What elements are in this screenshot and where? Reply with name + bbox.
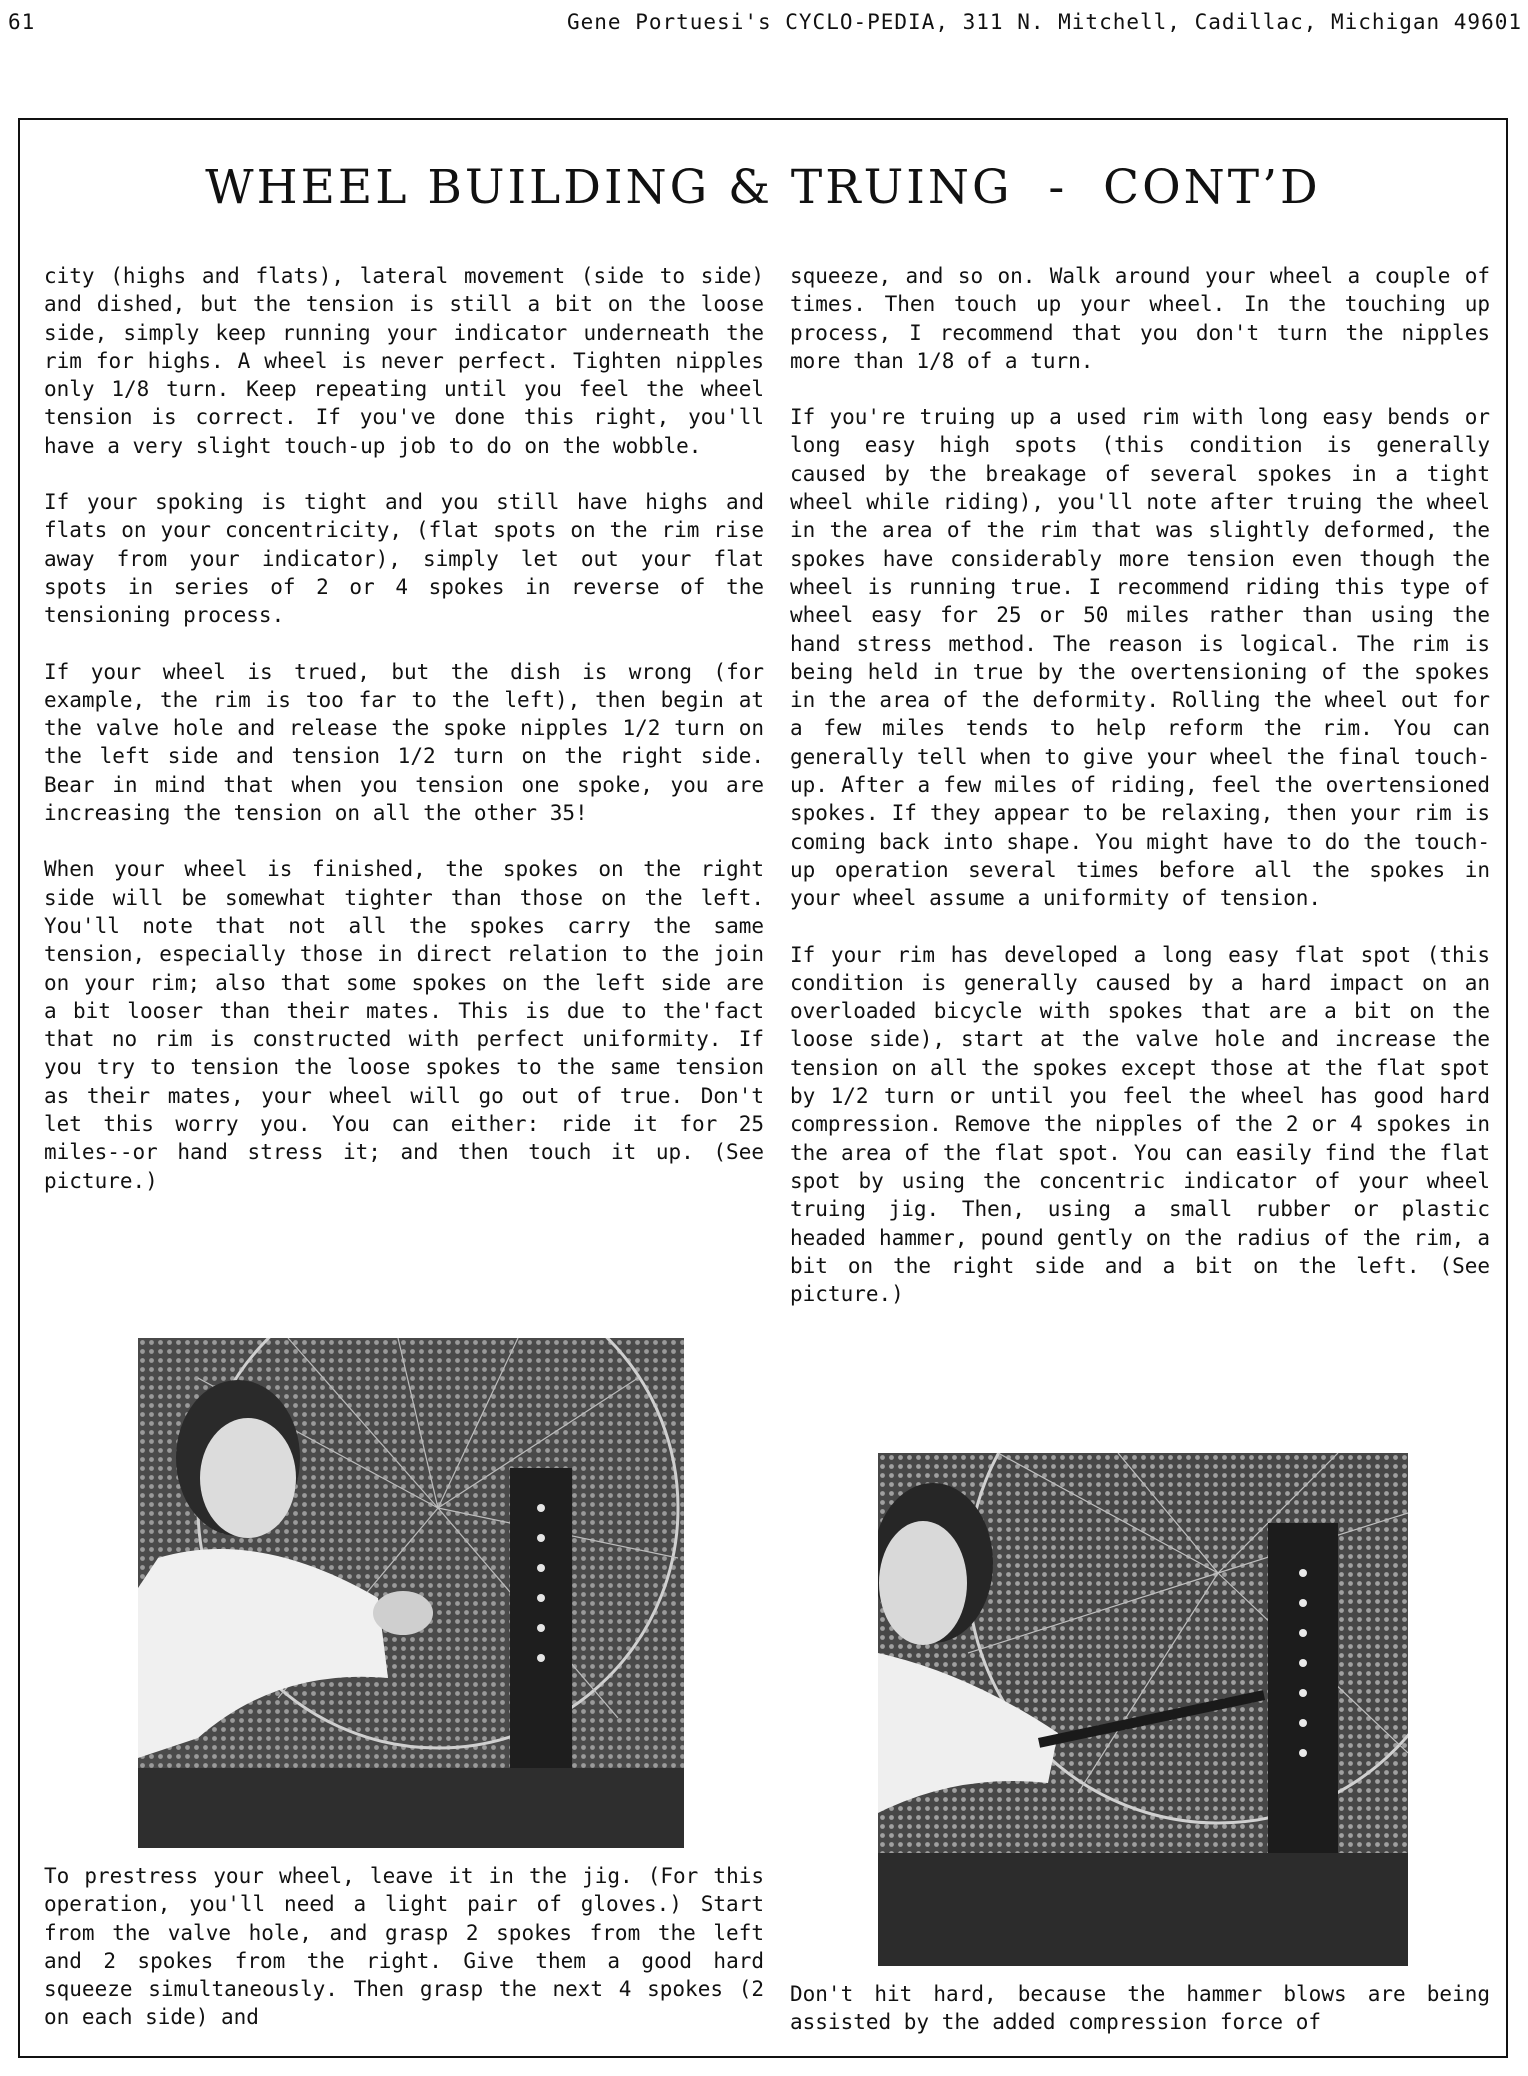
- paragraph: Don't hit hard, because the hammer blows are being assisted by the added compression force of: [790, 1982, 1490, 2035]
- photo-hammering-flat-spot: [878, 1453, 1408, 1966]
- page-number: 61: [8, 10, 36, 34]
- left-column-continued: [44, 1862, 764, 2060]
- photo-prestressing-wheel: [138, 1338, 684, 1848]
- left-column: [44, 262, 764, 1223]
- paragraph: If your rim has developed a long easy flat spot (this condition is generally caused by a hard impact on an overloaded bicycle with spokes that are a bit on the loose side), start at the valve hole and increase the tension on all the spokes except those at the flat spot by 1/2 turn or until you feel the wheel has good hard compression. Remove the nipples of the 2 or 4 spokes in the area of the flat spot. You can easily find the flat spot by using the concentric indicator of your wheel truing jig. Then, using a small rubber or plastic headed hammer, pound gently on the radius of the rim, a bit on the right side and a bit on the left. (See picture.): [790, 942, 1490, 1307]
- paragraph: If your wheel is trued, but the dish is wrong (for example, the rim is too far to the left), then begin at the valve hole and release the spoke nipples 1/2 turn on the left side and tension 1/2 turn on the right side. Bear in mind that when you tension one spoke, you are increasing the tension on all the other 35!: [44, 659, 764, 826]
- paragraph: If you're truing up a used rim with long easy bends or long easy high spots (this condition is generally caused by the breakage of several spokes in a tight wheel while riding), you'll note after truing the wheel in the area of the rim that was slightly deformed, the spokes have considerably more tension even though the wheel is running true. I recommend riding this type of wheel easy for 25 or 50 miles rather than using the hand stress method. The reason is logical. The rim is being held in true by the overtensioning of the spokes in the area of the deformity. Rolling the wheel out for a few miles tends to help reform the rim. You can generally tell when to give your wheel the final touch-up. After a few miles of riding, feel the overtensioned spokes. If they appear to be relaxing, then your rim is coming back into shape. You might have to do the touch-up operation several times before all the spokes in your wheel assume a uniformity of tension.: [790, 405, 1490, 911]
- right-column-continued: [790, 1980, 1490, 2065]
- paragraph: city (highs and flats), lateral movement (side to side) and dished, but the tension is still a bit on the loose side, simply keep running your indicator underneath the rim for highs. A wheel is never perfect. Tighten nipples only 1/8 turn. Keep repeating until you feel the wheel tension is correct. If you've done this right, you'll have a very slight touch-up job to do on the wobble.: [44, 264, 764, 458]
- page-title: WHEEL BUILDING & TRUING - CONT’D: [205, 160, 1321, 215]
- paragraph: squeeze, and so on. Walk around your wheel a couple of times. Then touch up your wheel. In the touching up process, I recommend that you don't turn the nipples more than 1/8 of a turn.: [790, 264, 1490, 373]
- paragraph: When your wheel is finished, the spokes on the right side will be somewhat tighter than those on the left. You'll note that not all the spokes carry the same tension, especially those in direct relation to the join on your rim; also that some spokes on the left side are a bit looser than their mates. This is due to the'fact that no rim is constructed with perfect uniformity. If you try to tension the loose spokes to the same tension as their mates, your wheel will go out of true. Don't let this worry you. You can either: ride it for 25 miles--or hand stress it; and then touch it up. (See picture.): [44, 857, 764, 1193]
- page-frame: [18, 118, 1508, 2058]
- right-column: [790, 262, 1490, 1336]
- paragraph: To prestress your wheel, leave it in the jig. (For this operation, you'll need a light pair of gloves.) Start from the valve hole, and grasp 2 spokes from the left and 2 spokes from the right. Give them a good hard squeeze simultaneously. Then grasp the next 4 spokes (2 on each side) and: [44, 1864, 764, 2030]
- running-head: Gene Portuesi's CYCLO-PEDIA, 311 N. Mitchell, Cadillac, Michigan 49601: [566, 10, 1522, 34]
- paragraph: If your spoking is tight and you still have highs and flats on your concentricity, (flat spots on the rim rise away from your indicator), simply let out your flat spots in series of 2 or 4 spokes in reverse of the tensioning process.: [44, 490, 764, 628]
